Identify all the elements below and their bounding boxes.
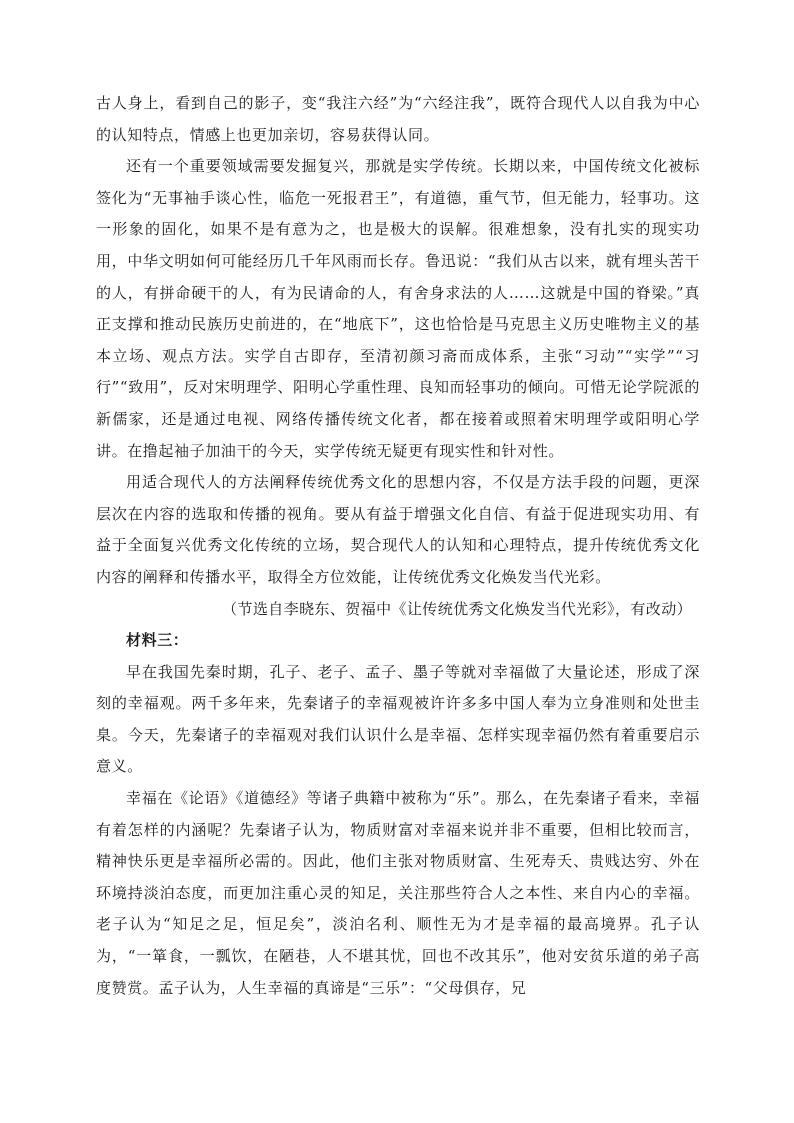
paragraph-pre-qin-happiness: 早在我国先秦时期，孔子、老子、孟子、墨子等就对幸福做了大量论述，形成了深刻的幸福观。两千多年来，先秦诸子的幸福观被许许多多中国人奉为立身准则和处世圭臬。今天，先秦诸子的幸福观对我们认识什么是幸福、怎样实现幸福仍然有着重要启示意义。	[96, 662, 700, 776]
paragraph-practical-learning: 还有一个重要领域需要发掘复兴，那就是实学传统。长期以来，中国传统文化被标签化为“无事袖手谈心性，临危一死报君王”，有道德，重气节，但无能力，轻事功。这一形象的固化，如果不是有意为之，也是极大的误解。很难想象，没有扎实的现实功用，中华文明如何可能经历几千年风雨而长存。鲁迅说：“我们从古以来，就有埋头苦干的人，有拼命硬干的人，有为民请命的人，有舍身求法的人……这就是中国的脊梁。”真正支撑和推动民族历史前进的，在“地底下”，这也恰恰是马克思主义历史唯物主义的基本立场、观点方法。实学自古即存，至清初颜习斋而成体系，主张“习动”“实学”“习行”“致用”，反对宋明理学、阳明心学重性理、良知而轻事功的倾向。可惜无论学院派的新儒家，还是通过电视、网络传播传统文化者，都在接着或照着宋明理学或阳明心学讲。在撸起袖子加油干的今天，实学传统无疑更有现实性和针对性。	[96, 157, 700, 460]
section-heading: 材料三：	[126, 631, 189, 650]
document-page	[96, 88, 700, 1004]
source-citation: （节选自李晓东、贺福中《让传统优秀文化焕发当代光彩》，有改动）	[222, 599, 692, 618]
paragraph-happiness-meaning: 幸福在《论语》《道德经》等诸子典籍中被称为“乐”。那么，在先秦诸子看来，幸福有着怎样的内涵呢？先秦诸子认为，物质财富对幸福来说并非不重要，但相比较而言，精神快乐更是幸福所必需的。因此，他们主张对物质财富、生死寿夭、贵贱达穷、外在环境持淡泊态度，而更加注重心灵的知足，关注那些符合人之本性、来自内心的幸福。老子认为“知足之足，恒足矣”，淡泊名利、顺性无为才是幸福的最高境界。孔子认为，“一箪食，一瓢饮，在陋巷，人不堪其忧，回也不改其乐”，他对安贫乐道的弟子高度赞赏。孟子认为，人生幸福的真谛是“三乐”：“父母俱存，兄	[96, 789, 700, 997]
paragraph-continuation: 古人身上，看到自己的影子，变“我注六经”为“六经注我”，既符合现代人以自我为中心的认知特点，情感上也更加亲切，容易获得认同。	[96, 94, 700, 144]
paragraph-modern-interpretation: 用适合现代人的方法阐释传统优秀文化的思想内容，不仅是方法手段的问题，更深层次在内容的选取和传播的视角。要从有益于增强文化自信、有益于促进现实功用、有益于全面复兴优秀文化传统的立场，契合现代人的认知和心理特点，提升传统优秀文化内容的阐释和传播水平，取得全方位效能，让传统优秀文化焕发当代光彩。	[96, 473, 700, 586]
